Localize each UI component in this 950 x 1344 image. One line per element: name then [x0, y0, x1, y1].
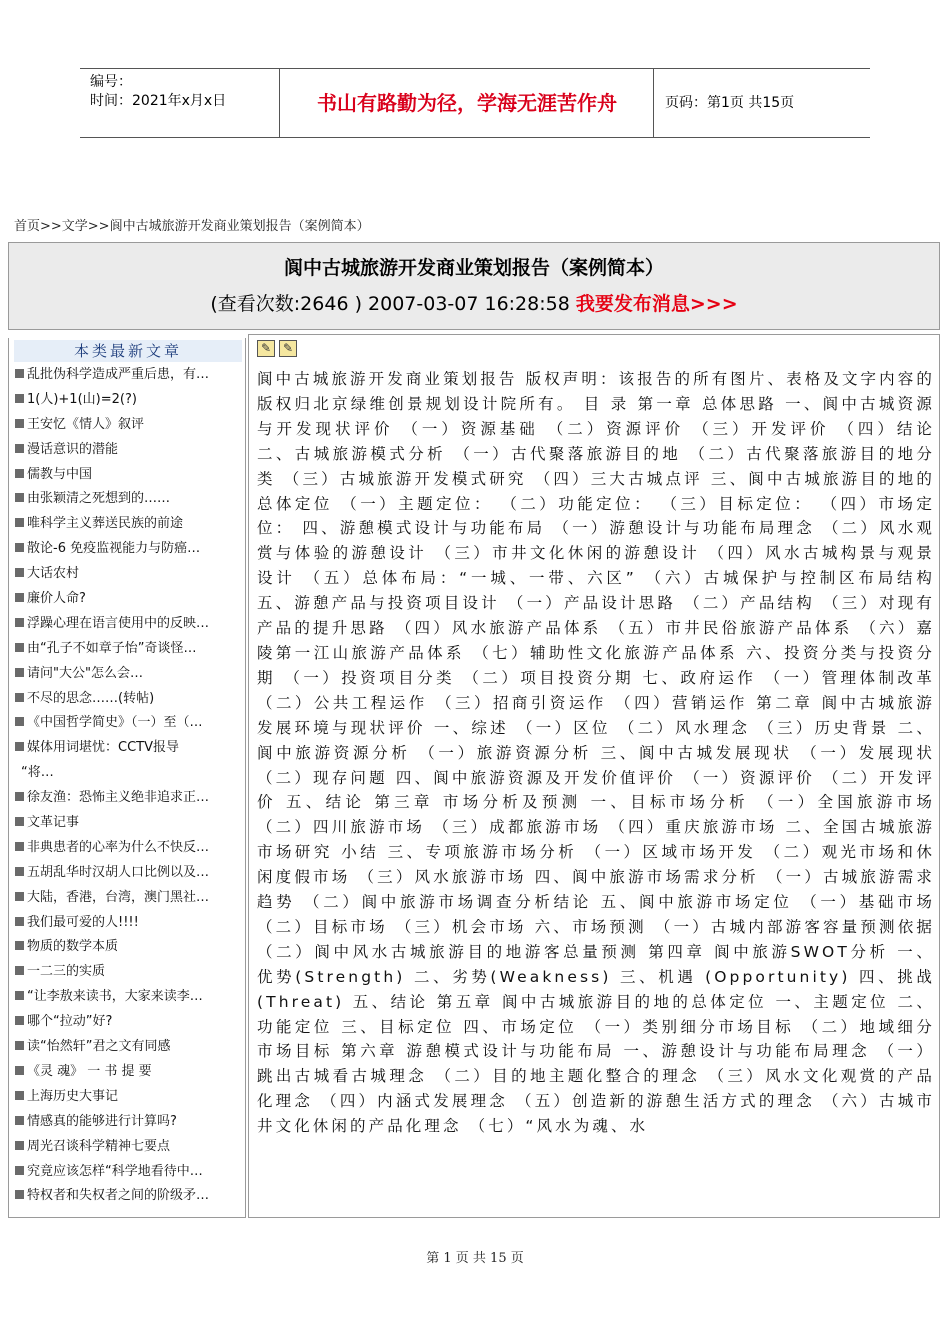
sidebar-article-list [15, 363, 243, 1209]
article-title-box [8, 242, 940, 330]
sidebar-article-item[interactable] [15, 1010, 243, 1035]
breadcrumb[interactable]: 首页>>文学>>阆中古城旅游开发商业策划报告（案例简本） [14, 219, 370, 234]
print-icon[interactable]: ✎ [279, 340, 297, 357]
bullet-icon [15, 394, 24, 403]
serial-label: 编号： [90, 74, 132, 90]
page-footer: 第 1 页 共 15 页 [426, 1251, 524, 1266]
sidebar-article-link[interactable]: 乱批伪科学造成严重后患，有… [27, 367, 210, 382]
bullet-icon [15, 543, 24, 552]
sidebar-article-link[interactable]: 文革记事 [27, 815, 80, 831]
sidebar-article-item[interactable] [15, 463, 243, 488]
sidebar-article-item[interactable] [15, 761, 243, 786]
sidebar-article-link[interactable]: 1(人)+1(山)=2(?) [27, 391, 137, 407]
bullet-icon [15, 568, 24, 577]
sidebar-article-item[interactable] [15, 861, 243, 886]
sidebar-article-link[interactable]: 非典患者的心率为什么不快反… [27, 839, 210, 855]
sidebar-article-item[interactable] [15, 985, 243, 1010]
sidebar-article-item[interactable] [15, 1160, 243, 1185]
sidebar-article-item[interactable] [15, 562, 243, 587]
sidebar-article-item[interactable] [15, 1135, 243, 1160]
article-body: 阆中古城旅游开发商业策划报告 版权声明：该报告的所有图片、表格及文字内容的版权归北京绿维创景规划设计院所有。 目 录 第一章 总体思路 一、阆中古城资源与开发现状评价 （一）资源基础 （二）资源评价 （三）开发评价 （四）结论 二、古城旅游模式分析 （一）古代聚落旅游目的地 （二）古代聚落旅游目的地分类 （三）古城旅游开发模式研究 （四）三大古城点评 三、阆中古城旅游目的地的总体定位 （一）主题定位： （二）功能定位： （三）目标定位： （四）市场定位： 四、游憩模式设计与功能布局 （一）游憩设计与功能布局理念 （二）风水观赏与体验的游憩设计 （三）市井文化休闲的游憩设计 （四）风水古城构景与观景设计 （五）总体布局：“一城、一带、六区” （六）古城保护与控制区布局结构 五、游憩产品与投资项目设计 （一）产品设计思路 （二）产品结构 （三）对现有产品的提升思路 （四）风水旅游产品体系 （五）市井民俗旅游产品体系 （六）嘉陵第一江山旅游产品体系 （七）辅助性文化旅游产品体系 六、投资分类与投资分期 （一）投资项目分类 （二）项目投资分期 七、政府运作 （一）管理体制改革 （二）公共工程运作 （三）招商引资运作 （四）营销运作 第二章 阆中古城旅游发展环境与现状评价 一、综述 （一）区位 （二）风水理念 （三）历史背景 二、阆中旅游资源分析 （一）旅游资源分析 三、阆中古城发展现状 （一）发展现状 （二）现存问题 四、阆中旅游资源及开发价值评价 （一）资源评价 （二）开发评价 五、结论 第三章 市场分析及预测 一、目标市场分析 （一）全国旅游市场 （二）四川旅游市场 （三）成都旅游市场 （四）重庆旅游市场 二、全国古城旅游市场研究 小结 三、专项旅游市场分析 （一）区域市场开发 （二）观光市场和休闲度假市场 （三）风水旅游市场 四、阆中旅游市场需求分析 （一）古城旅游需求趋势 （二）阆中旅游市场调查分析结论 五、阆中旅游市场定位 （一）基础市场 （二）目标市场 （三）机会市场 六、市场预测 （一）古城内部游客容量预测依据 （二）阆中风水古城旅游目的地游客总量预测 第四章 阆中旅游SWOT分析 一、优势(Strength) 二、劣势(Weakness) 三、机遇 (Opportunity) 四、挑战 (Threat) 五、结论 第五章 阆中古城旅游目的地的总体定位 一、主题定位 二、功能定位 三、目标定位 四、市场定位 （一）类别细分市场目标 （二）地域细分市场目标 第六章 游憩模式设计与功能布局 一、游憩设计与功能布局理念 （一）跳出古城看古城理念 （二）目的地主题化整合的理念 （三）风水文化观赏的产品化理念 （四）内涵式发展理念 （五）创造新的游憩生活方式的理念 （六）古城市井文化休闲的产品化理念 （七）“风水为魂、水 [257, 370, 935, 1136]
bullet-icon [15, 817, 24, 826]
sidebar-article-item[interactable] [15, 363, 243, 388]
bullet-icon [15, 1041, 24, 1050]
sidebar-article-item[interactable] [15, 388, 243, 413]
sidebar-article-item[interactable] [15, 736, 243, 761]
bullet-icon [15, 419, 24, 428]
sidebar-article-link[interactable]: 王安忆《情人》叙评 [27, 416, 145, 432]
sidebar-article-item[interactable] [15, 587, 243, 612]
bullet-icon [15, 1016, 24, 1025]
bullet-icon [15, 867, 24, 876]
bullet-icon [15, 991, 24, 1000]
bullet-icon [15, 593, 24, 602]
bullet-icon [15, 717, 24, 726]
sidebar-article-item[interactable] [15, 487, 243, 512]
sidebar-article-link[interactable]: 由张颖清之死想到的…… [27, 491, 171, 507]
bullet-icon [15, 742, 24, 751]
sidebar-article-item[interactable] [15, 935, 243, 960]
time-label: 时间：2021年x月x日 [90, 93, 227, 109]
sidebar-article-item[interactable] [15, 413, 243, 438]
sidebar-article-item[interactable] [15, 1110, 243, 1135]
sidebar-article-item[interactable] [15, 637, 243, 662]
sidebar-article-link[interactable]: 廉价人命? [27, 591, 86, 607]
sidebar-article-link[interactable]: “将… [21, 765, 54, 781]
sidebar-article-link[interactable]: 我们最可爱的人!!!! [27, 914, 139, 930]
sidebar-article-link[interactable]: 《灵 魂》 一 书 提 要 [27, 1063, 152, 1079]
article-title: 阆中古城旅游开发商业策划报告（案例简本） [283, 257, 664, 279]
bullet-icon [15, 941, 24, 950]
sidebar-article-item[interactable] [15, 960, 243, 985]
bullet-icon [15, 369, 24, 378]
article-panel [248, 334, 940, 1218]
sidebar-article-item[interactable] [15, 836, 243, 861]
sidebar-article-item[interactable] [15, 1184, 243, 1209]
bullet-icon [15, 444, 24, 453]
bullet-icon [15, 469, 24, 478]
bullet-icon [15, 842, 24, 851]
sidebar-article-link[interactable]: 五胡乱华时汉胡人口比例以及… [27, 864, 210, 880]
sidebar-article-link[interactable]: “让李敖来读书，大家来读李… [27, 989, 203, 1005]
sidebar-article-item[interactable] [15, 662, 243, 687]
sidebar-article-item[interactable] [15, 1035, 243, 1060]
bullet-icon [15, 917, 24, 926]
bookmark-icon[interactable]: ✎ [257, 340, 275, 357]
sidebar-article-item[interactable] [15, 711, 243, 736]
bullet-icon [15, 493, 24, 502]
sidebar-article-link[interactable]: 物质的数学本质 [27, 939, 119, 955]
sidebar-article-link[interactable]: 漫话意识的潜能 [27, 441, 119, 457]
article-meta: (查看次数:2646 ) 2007-03-07 16:28:58 [210, 293, 570, 315]
bullet-icon [15, 1166, 24, 1175]
sidebar-article-link[interactable]: 唯科学主义葬送民族的前途 [27, 516, 184, 532]
sidebar-article-item[interactable] [15, 1060, 243, 1085]
post-message-link[interactable]: 我要发布消息>>> [575, 293, 738, 315]
bullet-icon [15, 1141, 24, 1150]
header-info-cell [80, 69, 280, 137]
sidebar-article-link[interactable]: 大话农村 [27, 566, 80, 582]
sidebar-article-item[interactable] [15, 811, 243, 836]
sidebar-article-link[interactable]: 请问"大公"怎么会… [27, 665, 143, 681]
bullet-icon [15, 892, 24, 901]
bullet-icon [15, 1116, 24, 1125]
document-header [80, 68, 870, 138]
bullet-icon [15, 966, 24, 975]
bullet-icon [15, 1091, 24, 1100]
sidebar-article-link[interactable]: 大陆，香港，台湾，澳门黑社… [27, 889, 210, 905]
sidebar-article-item[interactable] [15, 537, 243, 562]
bullet-icon [15, 643, 24, 652]
bullet-icon [15, 518, 24, 527]
sidebar-article-link[interactable]: 《中国哲学简史》（一）至（… [27, 715, 203, 731]
bullet-icon [15, 618, 24, 627]
sidebar-article-item[interactable] [15, 512, 243, 537]
header-page-info: 页码：第1页 共15页 [665, 95, 795, 111]
sidebar-article-item[interactable] [15, 438, 243, 463]
sidebar-article-link[interactable]: 上海历史大事记 [27, 1088, 119, 1104]
sidebar-article-link[interactable]: 散论-6 免疫监视能力与防癌… [27, 541, 201, 557]
sidebar-article-link[interactable]: 哪个“拉动”好? [27, 1014, 113, 1030]
sidebar-article-link[interactable]: 徐友渔：恐怖主义绝非追求正… [27, 790, 210, 806]
sidebar-article-link[interactable]: 儒教与中国 [27, 466, 93, 482]
bullet-icon [15, 1190, 24, 1199]
sidebar-article-link[interactable]: 不尽的思念……(转帖) [27, 690, 155, 706]
sidebar-article-link[interactable]: 周光召谈科学精神七要点 [27, 1138, 171, 1154]
sidebar-article-link[interactable]: 由“孔子不如章子怡”奇谈怪… [27, 640, 197, 656]
sidebar-article-item[interactable] [15, 786, 243, 811]
sidebar-article-item[interactable] [15, 687, 243, 712]
sidebar-article-item[interactable] [15, 911, 243, 936]
sidebar-article-link[interactable]: 一二三的实质 [27, 964, 106, 980]
header-motto: 书山有路勤为径，学海无涯苦作舟 [281, 69, 654, 137]
sidebar-article-link[interactable]: 特权者和失权者之间的阶级矛… [27, 1188, 210, 1204]
article-meta-line [9, 289, 939, 316]
bullet-icon [15, 792, 24, 801]
sidebar [8, 338, 246, 1218]
sidebar-article-link[interactable]: 究竟应该怎样“科学地看待中… [27, 1163, 203, 1179]
bullet-icon [15, 1066, 24, 1075]
sidebar-article-link[interactable]: 媒体用词堪忧：CCTV报导 [27, 740, 179, 756]
sidebar-article-item[interactable] [15, 612, 243, 637]
sidebar-article-item[interactable] [15, 886, 243, 911]
sidebar-article-item[interactable] [15, 1085, 243, 1110]
sidebar-article-link[interactable]: 浮躁心理在语言使用中的反映… [27, 615, 210, 631]
bullet-icon [15, 693, 24, 702]
bullet-icon [15, 668, 24, 677]
sidebar-article-link[interactable]: 情感真的能够进行计算吗? [27, 1113, 177, 1129]
sidebar-article-link[interactable]: 读“怡然轩”君之文有同感 [27, 1039, 171, 1055]
sidebar-heading: 本类最新文章 [14, 340, 242, 362]
